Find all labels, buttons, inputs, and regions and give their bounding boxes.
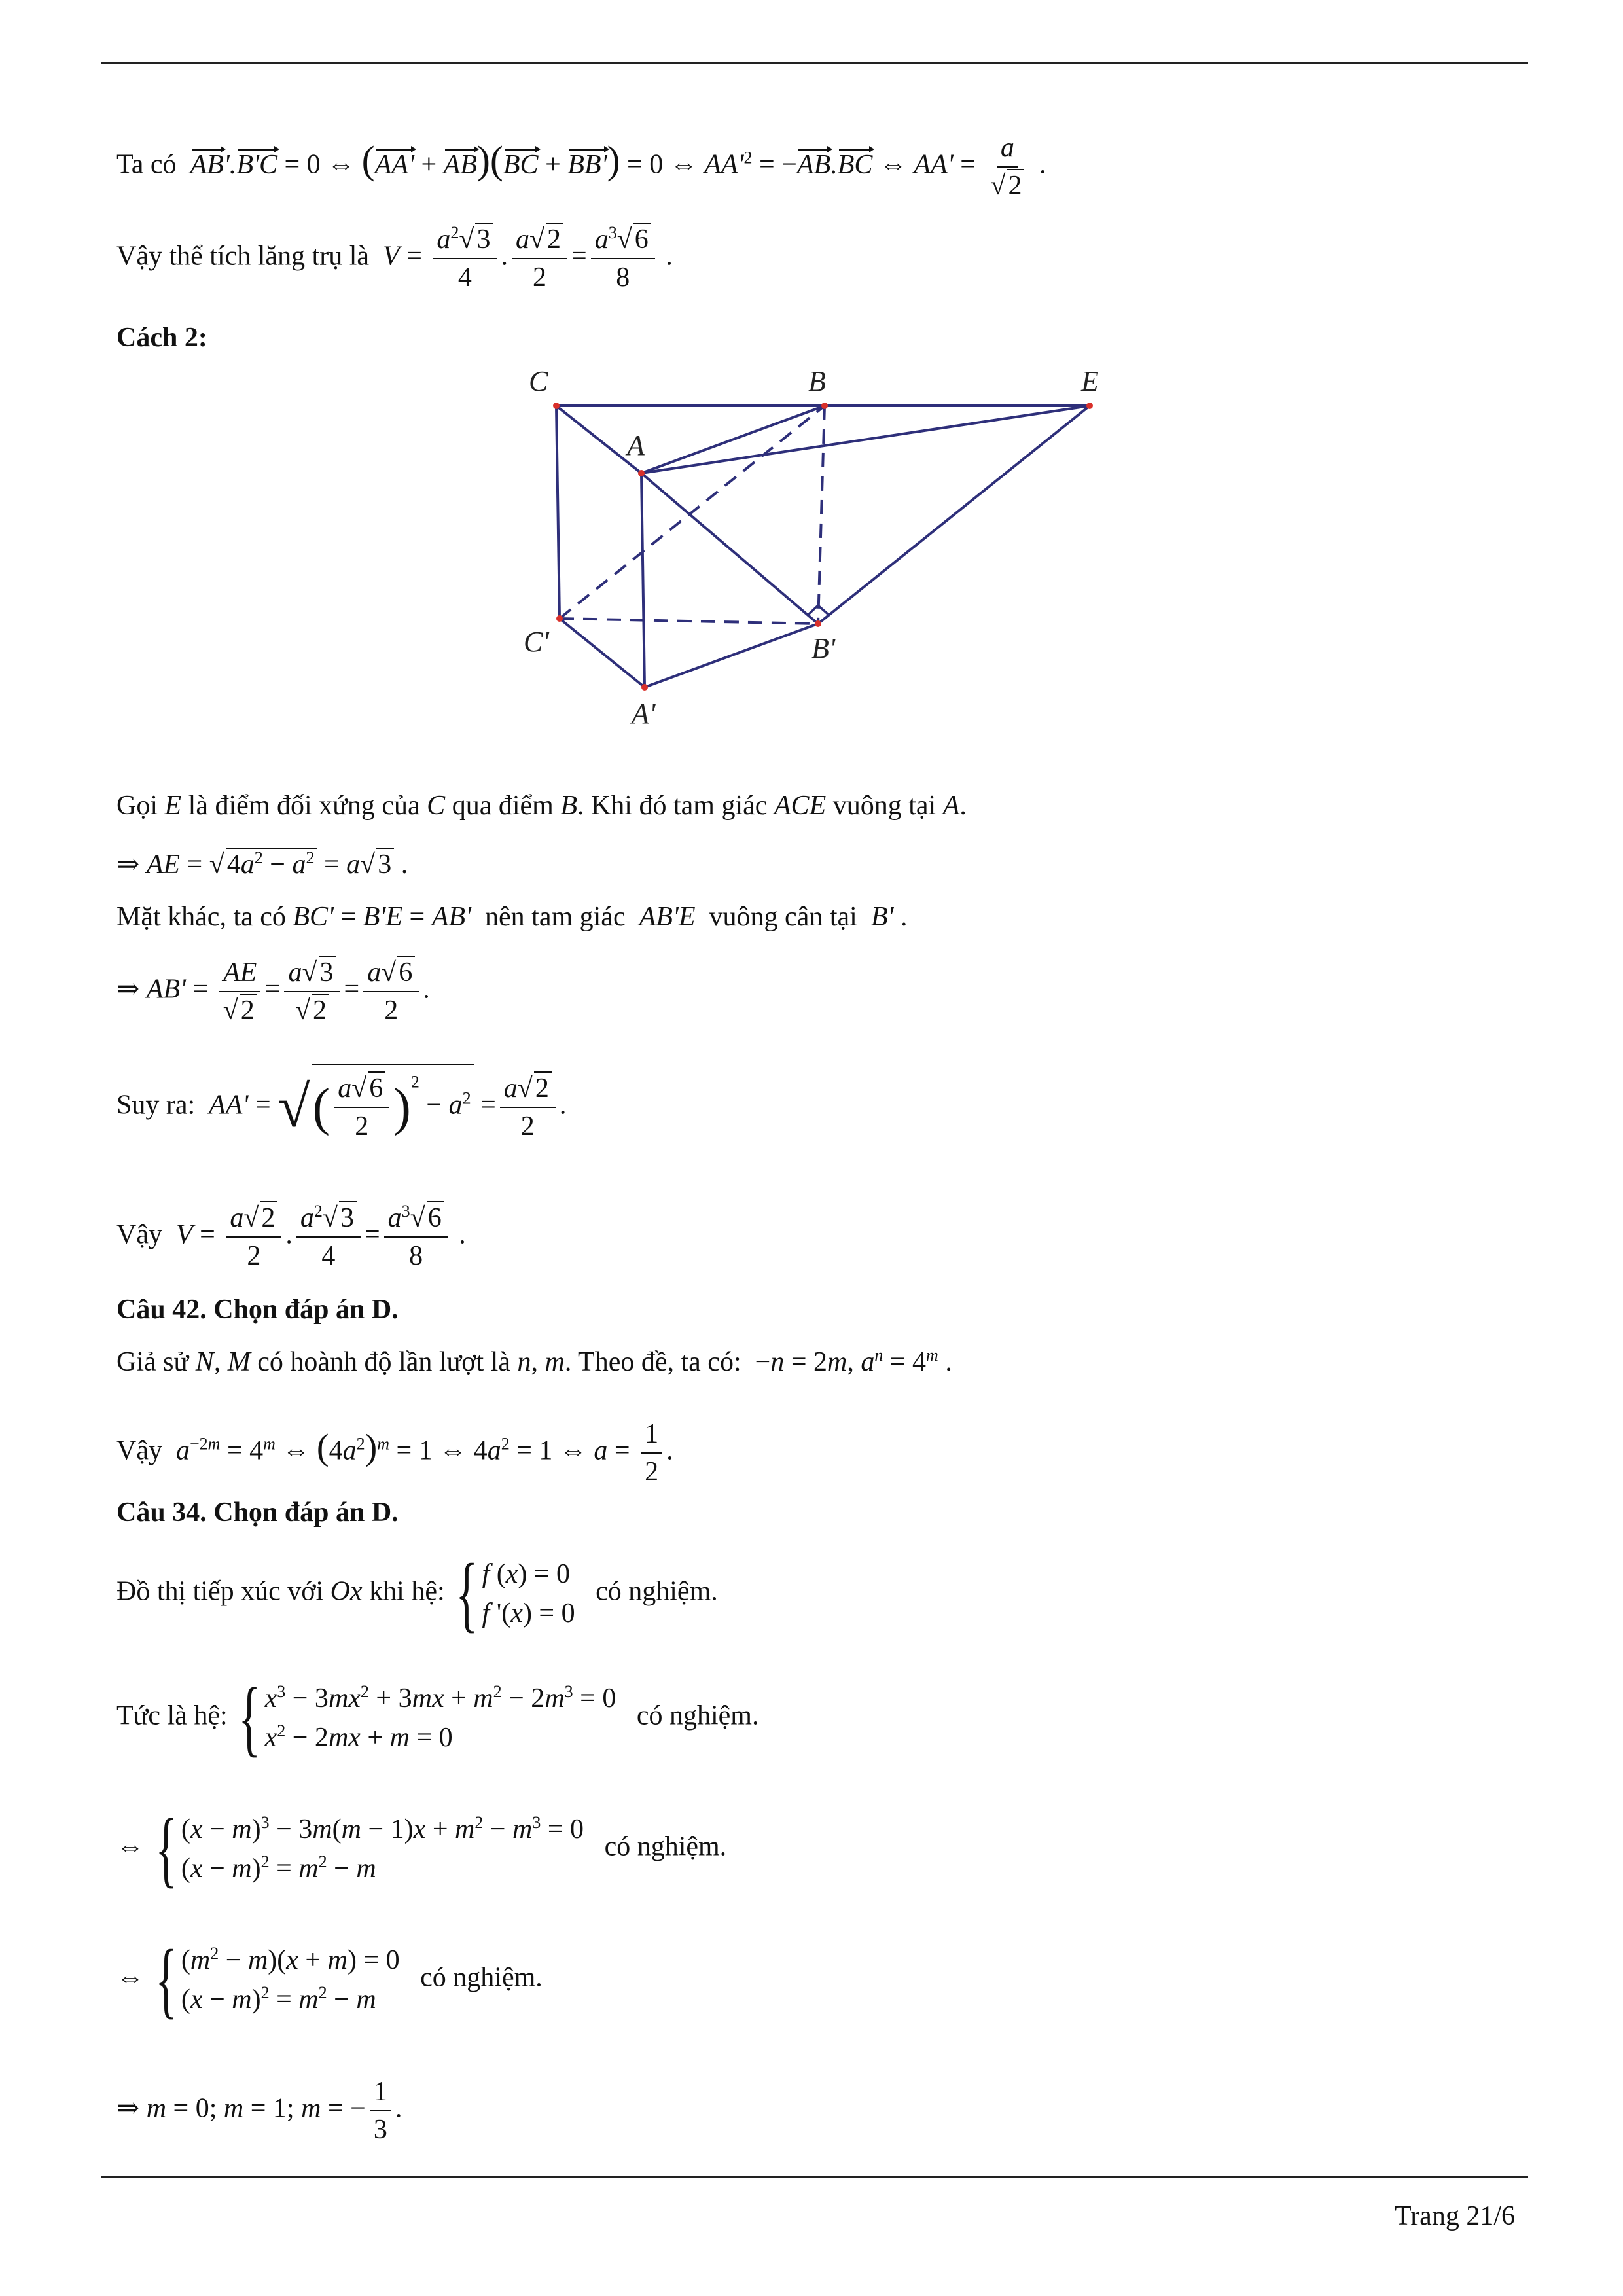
point-B — [821, 403, 828, 409]
q34-heading: Câu 34. Chọn đáp án D. — [116, 1498, 399, 1528]
line-volume-1: Vậy thể tích lăng trụ là V = $\frac{a^2√3}{4}$ . $\frac{a√2}{2}$ = $\frac{a^3√6}{8}$ . — [116, 223, 673, 293]
point-B-prime — [815, 620, 821, 627]
q42-line1: Giả sử N, M có hoành độ lần lượt là n, m. Theo đề, ta có: −n = 2m, $a^n = 4^m$ . — [116, 1346, 952, 1377]
label-B-prime: B' — [812, 632, 836, 664]
right-angle-mark — [808, 605, 829, 615]
q34-line3: ⇔ { $(x - m)^3 - 3m(m - 1)x + m^2 - m^3 = 0$ $(x - m)^2 = m^2 - m$ có nghiệm. — [116, 1802, 727, 1896]
q34-line5: ⇒ m = 0; m = 1; m = − $\frac{1}{3}$ . — [116, 2075, 402, 2147]
q34-line4: ⇔ { $(m^2 - m)(x + m) = 0$ $(x - m)^2 = m^2 - m$ có nghiệm. — [116, 1933, 543, 2027]
q34-line1: Đồ thị tiếp xúc với Ox khi hệ: { f (x) = 0 f '(x) = 0 có nghiệm. — [116, 1547, 718, 1641]
edge-BB' — [818, 406, 825, 624]
edge-A'B' — [645, 624, 818, 687]
line-vector-equation: Ta có AB'.B'C = 0 ⇔ (AA' + AB)(BC + BB') = 0 ⇔ $AA'^2 = -AB.BC$ ⇔ AA' = $\frac{a}{√2}$ . — [116, 131, 1046, 203]
point-E — [1086, 403, 1093, 409]
method2-heading: Cách 2: — [116, 323, 207, 353]
edge-B'E — [818, 406, 1090, 624]
point-A — [638, 470, 645, 476]
label-C-prime: C' — [524, 626, 549, 658]
top-rule — [101, 62, 1528, 64]
point-C — [553, 403, 560, 409]
edge-C'B' — [560, 619, 818, 624]
edge-C'B — [560, 406, 825, 619]
line-AE: ⇒ AE = $√4a^2 - a^2 = a√3$ . — [116, 848, 408, 880]
line-define-E: Gọi E là điểm đối xứng của C qua điểm B. Khi đó tam giác ACE vuông tại A. — [116, 791, 967, 821]
line-mat-khac: Mặt khác, ta có BC' = B'E = AB' nên tam giác AB'E vuông cân tại B' . — [116, 902, 908, 932]
q42-line2: Vậy $a^{-2m} = 4^m$ ⇔ $(4a^2)^m = 1$ ⇔ $4a^2 = 1$ ⇔ a = $\frac{1}{2}$ . — [116, 1417, 673, 1489]
edge-C'A' — [560, 619, 645, 687]
edge-CC' — [556, 406, 560, 619]
edge-AB' — [641, 473, 818, 624]
line-vay-V: Vậy V = $\frac{a√2}{2}$ . $\frac{a^2√3}{4}$ = $\frac{a^3√6}{8}$ . — [116, 1202, 466, 1271]
line-suy-ra: Suy ra: AA' = √( $\frac{a√6}{2}$ )$^2 - a^2$ = $\frac{a√2}{2}$ . — [116, 1064, 566, 1143]
label-A-prime: A' — [632, 698, 656, 730]
bottom-rule — [101, 2176, 1528, 2178]
label-A: A — [627, 429, 645, 461]
label-C: C — [529, 365, 548, 397]
prism-figure — [510, 357, 1152, 743]
q42-heading: Câu 42. Chọn đáp án D. — [116, 1295, 399, 1325]
point-A-prime — [641, 684, 648, 691]
point-C-prime — [556, 615, 563, 622]
q34-line2: Tức là hệ: { $x^3 - 3mx^2 + 3mx + m^2 - 2m^3 = 0$ $x^2 - 2mx + m = 0$ có nghiệm. — [116, 1671, 759, 1765]
edge-AA' — [641, 473, 645, 687]
label-B: B — [808, 365, 826, 397]
edge-AB — [641, 406, 825, 473]
line-AB-prime: ⇒ AB' = $\frac{AE}{√2}$ = $\frac{a√3}{√2}$ = $\frac{a√6}{2}$ . — [116, 956, 430, 1028]
edge-AE — [641, 406, 1090, 473]
label-E: E — [1081, 365, 1099, 397]
page-footer: Trang 21/6 — [1395, 2201, 1515, 2231]
